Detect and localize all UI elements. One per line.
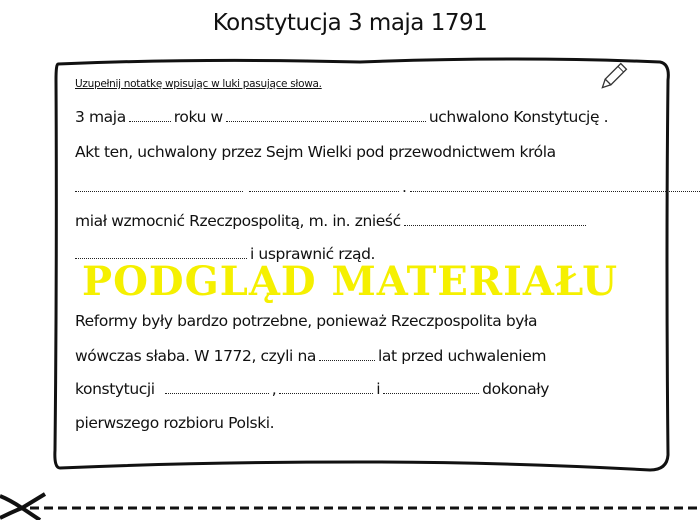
blank-abolish[interactable] [404,213,586,226]
instruction-text: Uzupełnij notatkę wpisując w luki pasujące słowa. [75,78,322,90]
text: miał wzmocnić Rzeczpospolitą, m. in. znieść [75,212,401,230]
text: , [271,380,277,398]
text: uchwalono Konstytucję . [428,108,609,126]
text-line-3: . [75,178,700,196]
blank-year[interactable] [129,109,171,122]
blank-king-3[interactable] [410,179,700,192]
text-line-7 [75,347,546,365]
text: konstytucji [75,380,155,398]
text: dokonały [482,380,550,398]
text: i [376,380,381,398]
blank-place[interactable] [226,109,426,122]
text-line-9: pierwszego rozbioru Polski. [75,414,275,432]
blank-country-2[interactable] [279,381,373,394]
blank-king-1[interactable] [75,179,243,192]
text: i usprawnić rząd. [250,245,376,263]
page-title: Konstytucja 3 maja 1791 [212,10,488,36]
text-line-1 [75,108,608,126]
text-line-2: Akt ten, uchwalony przez Sejm Wielki pod przewodnictwem króla [75,143,556,161]
text: 3 maja [75,108,126,126]
watermark: PODGLĄD MATERIAŁU [81,258,618,305]
cut-line [0,490,700,520]
text: lat przed uchwaleniem [378,347,547,365]
text-line-8 [75,380,549,398]
blank-country-3[interactable] [383,381,479,394]
text: wówczas słaba. W 1772, czyli na [75,347,317,365]
text-line-4 [75,212,589,230]
blank-years[interactable] [319,348,375,361]
pencil-icon [598,62,628,96]
blank-country-1[interactable] [165,381,269,394]
text: roku w [173,108,223,126]
blank-king-2[interactable] [249,179,399,192]
text-line-6: Reformy były bardzo potrzebne, ponieważ Rzeczpospolita była [75,312,538,330]
